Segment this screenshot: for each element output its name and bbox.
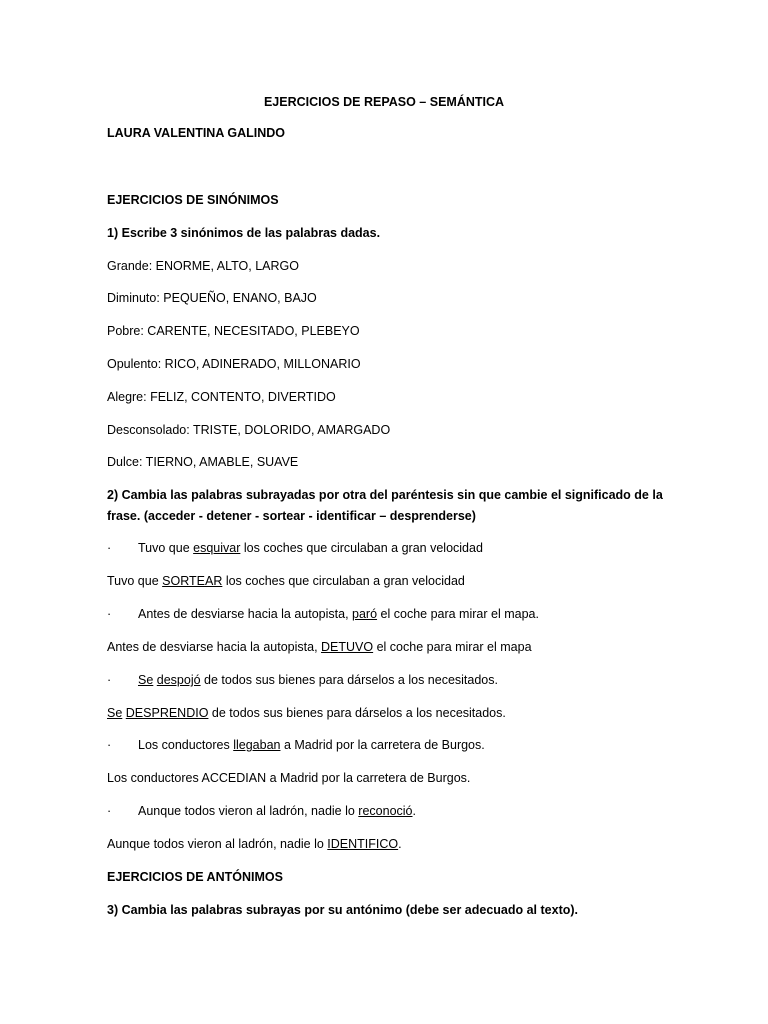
underlined-word: DESPRENDIO	[125, 706, 209, 720]
question-text: Cambia las palabras subrayas por su antónimo (debe ser adecuado al texto).	[121, 903, 578, 917]
exercise-sentence: Antes de desviarse hacia la autopista, paró el coche para mirar el mapa.	[138, 607, 539, 621]
answer-sentence: Tuvo que SORTEAR los coches que circulaban a gran velocidad	[107, 574, 465, 588]
bullet-marker: ·	[107, 738, 112, 752]
exercise-sentence: Aunque todos vieron al ladrón, nadie lo reconoció.	[138, 804, 416, 818]
author-name: LAURA VALENTINA GALINDO	[107, 126, 285, 140]
underlined-word: llegaban	[233, 738, 281, 752]
underlined-word: SORTEAR	[162, 574, 223, 588]
question-3-prompt	[107, 902, 578, 918]
bullet-marker: ·	[107, 541, 112, 555]
synonym-item: Pobre: CARENTE, NECESITADO, PLEBEYO	[107, 324, 360, 338]
underlined-word: DETUVO	[321, 640, 374, 654]
question-number: 3)	[107, 903, 119, 917]
question-2-prompt-line1	[107, 487, 663, 503]
underlined-word: reconoció	[358, 804, 413, 818]
document-title: EJERCICIOS DE REPASO – SEMÁNTICA	[263, 95, 505, 109]
synonym-item: Diminuto: PEQUEÑO, ENANO, BAJO	[107, 291, 317, 305]
bullet-marker: ·	[107, 673, 112, 687]
underlined-word: IDENTIFICO	[327, 837, 399, 851]
answer-sentence: Se DESPRENDIO de todos sus bienes para dárselos a los necesitados.	[107, 706, 506, 720]
question-2-prompt-line2: frase. (acceder - detener - sortear - identificar – desprenderse)	[107, 509, 476, 523]
underlined-word: Se	[138, 673, 154, 687]
bullet-marker: ·	[107, 804, 112, 818]
answer-sentence: Aunque todos vieron al ladrón, nadie lo IDENTIFICO.	[107, 837, 402, 851]
section-synonyms-heading: EJERCICIOS DE SINÓNIMOS	[107, 193, 279, 207]
synonym-item: Grande: ENORME, ALTO, LARGO	[107, 259, 299, 273]
question-number: 1)	[107, 226, 119, 240]
exercise-sentence: Se despojó de todos sus bienes para dárselos a los necesitados.	[138, 673, 498, 687]
exercise-sentence: Los conductores llegaban a Madrid por la carretera de Burgos.	[138, 738, 485, 752]
question-text: Cambia las palabras subrayadas por otra del paréntesis sin que cambie el significado de la	[121, 488, 663, 502]
question-number: 2)	[107, 488, 119, 502]
question-1-prompt	[107, 225, 380, 241]
underlined-word: esquivar	[193, 541, 241, 555]
underlined-word: despojó	[156, 673, 201, 687]
underlined-word: paró	[352, 607, 378, 621]
answer-sentence: Los conductores ACCEDIAN a Madrid por la carretera de Burgos.	[107, 771, 471, 785]
section-antonyms-heading: EJERCICIOS DE ANTÓNIMOS	[107, 870, 283, 884]
question-text: Escribe 3 sinónimos de las palabras dadas.	[121, 226, 381, 240]
synonym-item: Dulce: TIERNO, AMABLE, SUAVE	[107, 455, 299, 469]
bullet-marker: ·	[107, 607, 112, 621]
underlined-word: Se	[107, 706, 123, 720]
synonym-item: Desconsolado: TRISTE, DOLORIDO, AMARGADO	[107, 423, 391, 437]
answer-sentence: Antes de desviarse hacia la autopista, DETUVO el coche para mirar el mapa	[107, 640, 532, 654]
synonym-item: Opulento: RICO, ADINERADO, MILLONARIO	[107, 357, 361, 371]
synonym-item: Alegre: FELIZ, CONTENTO, DIVERTIDO	[107, 390, 336, 404]
exercise-sentence: Tuvo que esquivar los coches que circulaban a gran velocidad	[138, 541, 483, 555]
